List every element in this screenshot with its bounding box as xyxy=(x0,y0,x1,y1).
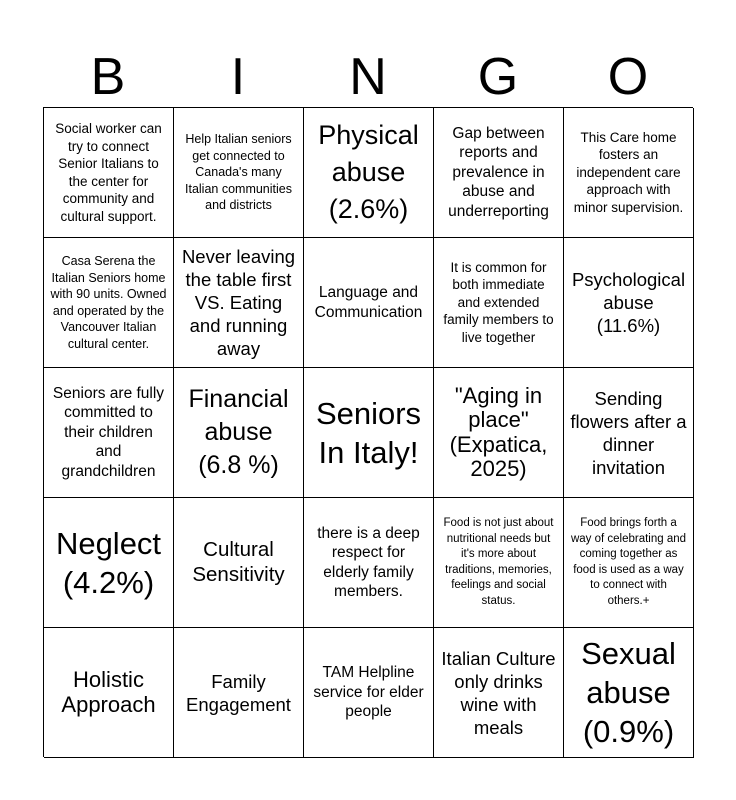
header-letter-i: I xyxy=(230,48,246,106)
bingo-cell[interactable] xyxy=(304,368,434,498)
bingo-cell[interactable] xyxy=(44,628,174,758)
header-letter-b: B xyxy=(90,48,126,106)
bingo-cell[interactable] xyxy=(44,238,174,368)
bingo-cell[interactable] xyxy=(304,238,434,368)
cell-text: TAM Helpline service for elder people xyxy=(313,664,424,721)
cell-text: Never leaving the table first VS. Eating and running away xyxy=(181,246,296,359)
cell-text: Food brings forth a way of celebrating and coming together as food is used as a way to connect with others.+ xyxy=(570,517,687,607)
cell-text: Food is not just about nutritional needs but it's more about traditions, memories, feelings and social status. xyxy=(443,517,554,607)
bingo-board xyxy=(43,107,693,757)
bingo-cell[interactable] xyxy=(174,368,304,498)
bingo-cell[interactable] xyxy=(434,108,564,238)
header-letter-g: G xyxy=(477,48,519,106)
cell-text: Neglect (4.2%) xyxy=(55,525,162,600)
cell-text: Italian Culture only drinks wine with meals xyxy=(441,647,556,738)
header-letter-o: O xyxy=(607,48,649,106)
cell-text: Seniors In Italy! xyxy=(315,395,422,470)
header-letter-n: N xyxy=(349,48,387,106)
bingo-cell[interactable] xyxy=(174,628,304,758)
bingo-cell[interactable] xyxy=(44,368,174,498)
cell-text: Help Italian seniors get connected to Canada's many Italian communities and districts xyxy=(185,132,292,213)
bingo-cell[interactable] xyxy=(564,628,694,758)
bingo-cell[interactable] xyxy=(434,238,564,368)
cell-text: Sexual abuse (0.9%) xyxy=(581,636,676,749)
cell-text: Sending flowers after a dinner invitation xyxy=(570,387,687,478)
cell-text: Social worker can try to connect Senior Italians to the center for community and cultural support. xyxy=(55,121,162,224)
cell-text: there is a deep respect for elderly family members. xyxy=(317,524,420,600)
cell-text: This Care home fosters an independent care approach with minor supervision. xyxy=(573,129,684,215)
cell-text: Psychological abuse (11.6%) xyxy=(571,269,686,336)
bingo-cell[interactable] xyxy=(564,498,694,628)
bingo-cell[interactable] xyxy=(44,498,174,628)
bingo-cell[interactable] xyxy=(304,498,434,628)
cell-text: "Aging in place" (Expatica, 2025) xyxy=(449,382,548,481)
cell-text: Language and Communication xyxy=(314,284,423,321)
bingo-cell[interactable] xyxy=(434,498,564,628)
cell-text: Casa Serena the Italian Seniors home with 90 units. Owned and operated by the Vancouver Italian cultural center. xyxy=(50,254,167,351)
bingo-cell[interactable] xyxy=(564,238,694,368)
bingo-cell[interactable] xyxy=(304,108,434,238)
cell-text: Seniors are fully committed to their children and grandchildren xyxy=(52,384,165,480)
bingo-header xyxy=(43,48,693,106)
bingo-cell[interactable] xyxy=(174,498,304,628)
bingo-cell[interactable] xyxy=(434,628,564,758)
bingo-cell[interactable] xyxy=(564,368,694,498)
cell-text: Gap between reports and prevalence in abuse and underreporting xyxy=(448,124,549,220)
bingo-cell[interactable] xyxy=(174,238,304,368)
bingo-cell[interactable] xyxy=(564,108,694,238)
cell-text: Physical abuse (2.6%) xyxy=(318,120,419,224)
cell-text: Financial abuse (6.8 %) xyxy=(188,385,289,479)
cell-text: Holistic Approach xyxy=(61,667,156,717)
cell-text: Cultural Sensitivity xyxy=(192,538,285,586)
cell-text: It is common for both immediate and extended family members to live together xyxy=(443,259,554,345)
bingo-cell[interactable] xyxy=(304,628,434,758)
bingo-cell[interactable] xyxy=(174,108,304,238)
bingo-cell[interactable] xyxy=(434,368,564,498)
bingo-cell[interactable] xyxy=(44,108,174,238)
cell-text: Family Engagement xyxy=(186,670,291,715)
